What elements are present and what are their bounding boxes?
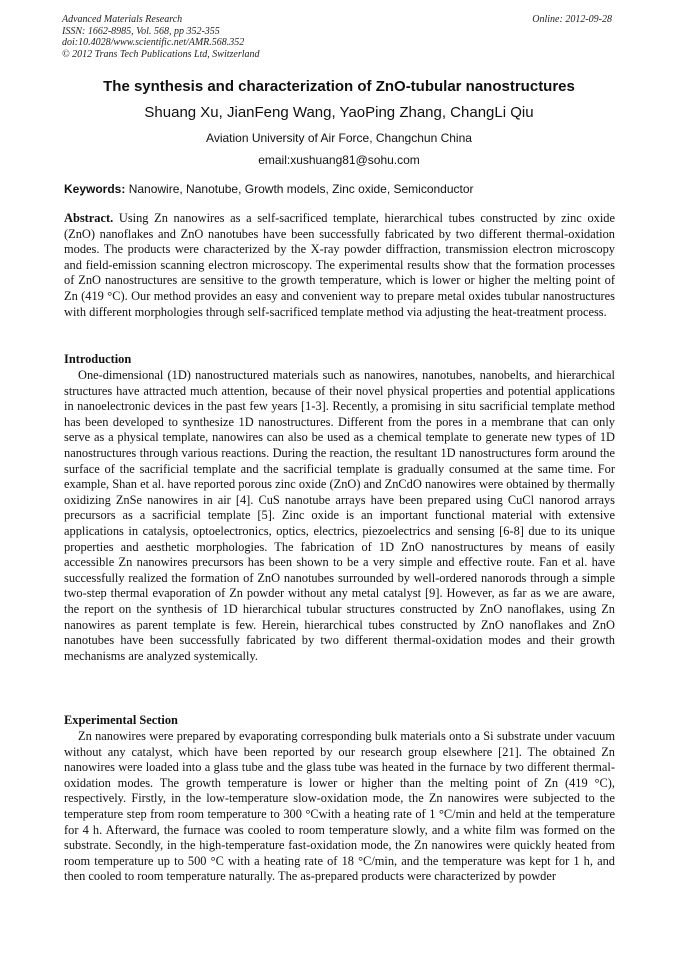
- journal-header: [62, 14, 260, 60]
- online-date: Online: 2012-09-28: [532, 14, 612, 25]
- paper-title: The synthesis and characterization of ZnO-tubular nanostructures: [103, 78, 575, 95]
- introduction-paragraph: One-dimensional (1D) nanostructured materials such as nanowires, nanotubes, nanobelts, and hierarchical structures have attracted much attention, because of their novel physical properties and potential applications in nanoelectronic devices in the past few years [1-3]. Recently, a promising in situ sacrificial template method has been developed to synthesize 1D nanostructures. Different from the pores in a membrane that can only serve as a physical template, nanowires can also be used as a chemical template to generate new types of 1D nanostructures through various reactions. During the reaction, the resultant 1D nanostructures form around the surface of the sacrificial template and the sacrificial template is gradually consumed at the same time. For example, Shan et al. have reported porous zinc oxide (ZnO) and ZnCdO nanowires were obtained by thermally oxidizing ZnSe nanowires in air [4]. CuS nanotube arrays have been prepared using CuCl nanorod arrays precursors as a sacrificial template [5]. Zinc oxide is an important functional material with extensive applications in catalysis, optoelectronics, optics, electrics, piezoelectrics and sensing [6-8] due to its unique properties and aesthetic morphologies. The fabrication of 1D ZnO nanostructures by means of easily accessible Zn nanowires precursors has been shown to be a very simple and effective route. Fan et al. have successfully realized the formation of ZnO nanotubes surrounded by well-ordered nanorods through a simple two-step thermal evaporation of Zn powder without any metal catalyst [9]. However, as far as we are aware, the report on the synthesis of 1D hierarchical tubular structures constructed by ZnO nanoflakes, using Zn nanowires as parent template is few. Herein, hierarchical tubes constructed by ZnO nanoflakes and ZnO nanotubes have been successfully fabricated by two different thermal-oxidation modes and their growth mechanisms are analyzed systemically.: [64, 368, 615, 663]
- author-email: email:xushuang81@sohu.com: [258, 153, 420, 167]
- abstract-paragraph: [64, 211, 615, 320]
- abstract-label: Abstract.: [64, 211, 114, 225]
- doi-line: doi:10.4028/www.scientific.net/AMR.568.352: [62, 37, 245, 48]
- keywords-label: Keywords:: [64, 182, 126, 196]
- author-list: Shuang Xu, JianFeng Wang, YaoPing Zhang, ChangLi Qiu: [144, 104, 534, 121]
- copyright-line: © 2012 Trans Tech Publications Ltd, Switzerland: [62, 48, 260, 60]
- journal-name: Advanced Materials Research: [62, 14, 183, 25]
- affiliation: Aviation University of Air Force, Changchun China: [206, 131, 472, 145]
- experimental-paragraph: Zn nanowires were prepared by evaporating corresponding bulk materials onto a Si substrate under vacuum without any catalyst, which have been reported by our research group elsewhere [21]. The obtained Zn nanowires were loaded into a glass tube and the glass tube was heated in the furnace by two different thermal-oxidation modes. The growth temperature is lower or higher than the melting point of Zn (419 °C), respectively. Firstly, in the low-temperature slow-oxidation mode, the Zn nanowires were subjected to the temperature step from room temperature to 300 °Cwith a heating rate of 1 °C/min and held at the temperature for 4 h. Afterward, the furnace was cooled to room temperature slowly, and a white film was formed on the substrate. Secondly, in the high-temperature fast-oxidation mode, the Zn nanowires were quickly heated from room temperature up to 500 °C with a heating rate of 18 °C/min, and the temperature was kept for 1 h, and then cooled to room temperature naturally. The as-prepared products were characterized by powder: [64, 729, 615, 884]
- keywords-line: [64, 182, 624, 196]
- issn-line: ISSN: 1662-8985, Vol. 568, pp 352-355: [62, 25, 220, 37]
- experimental-heading: Experimental Section: [64, 713, 178, 727]
- keywords-text: Nanowire, Nanotube, Growth models, Zinc oxide, Semiconductor: [128, 182, 474, 196]
- introduction-heading: Introduction: [64, 352, 132, 366]
- abstract-text: Using Zn nanowires as a self-sacrificed template, hierarchical tubes constructed by zinc oxide (ZnO) nanoflakes and ZnO nanotubes have been successfully fabricated by two different thermal-oxidation modes. The products were characterized by the X-ray powder diffraction, transmission electron microscopy and field-emission scanning electron microscopy. The experimental results show that the formation processes of ZnO nanostructures are sensitive to the growth temperature, which is lower or higher the melting point of Zn (419 °C). Our method provides an easy and convenient way to prepare metal oxides tubular nanostructures with different morphologies through self-sacrificed template method via adjusting the heat-treatment process.: [64, 211, 615, 319]
